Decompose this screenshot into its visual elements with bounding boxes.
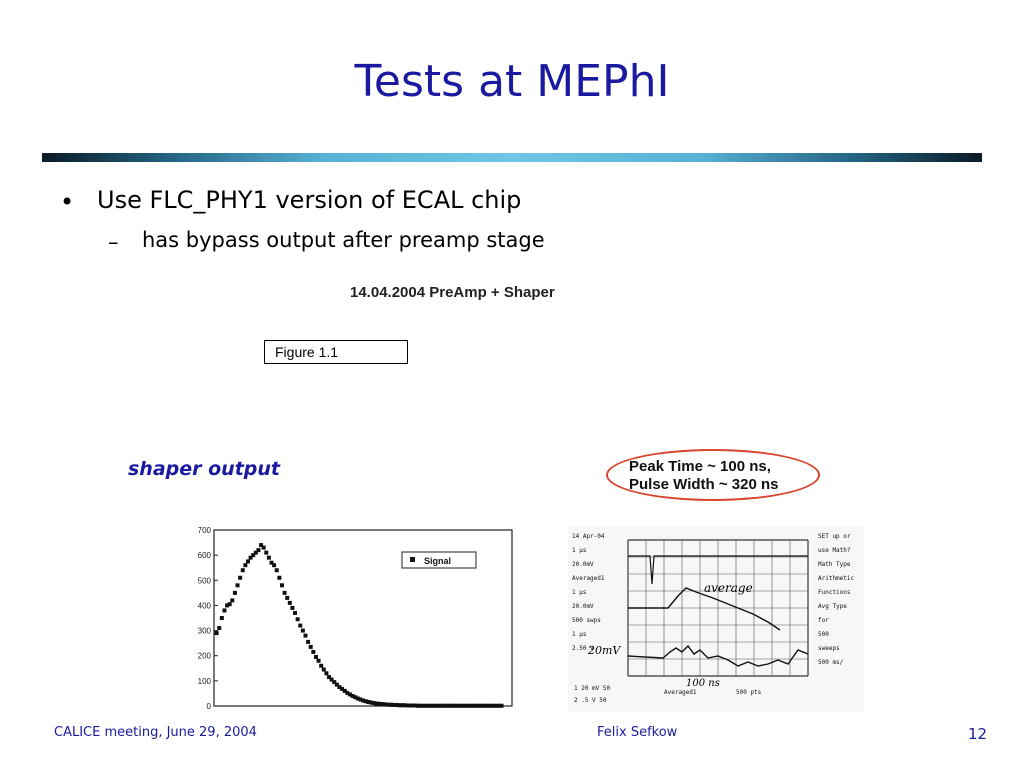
- data-point: [241, 568, 245, 572]
- data-point: [262, 546, 266, 550]
- data-point: [243, 563, 247, 567]
- scope-right-label: SET up or: [818, 533, 851, 540]
- timing-annotation: [629, 458, 779, 494]
- page-number: 12: [968, 725, 988, 743]
- data-point: [267, 556, 271, 560]
- scope-left-label: 20.0mV: [572, 561, 594, 568]
- pulse-width-text: Pulse Width ~ 320 ns: [629, 476, 779, 493]
- slide-title: Tests at MEPhI: [354, 56, 670, 107]
- legend-label: Signal: [424, 556, 452, 566]
- scope-left-label: 1 µs: [572, 589, 587, 596]
- data-point: [324, 671, 328, 675]
- sub-bullet-text: has bypass output after preamp stage: [142, 228, 545, 252]
- data-point: [298, 624, 302, 628]
- bullet-marker: •: [60, 188, 75, 216]
- scope-left-label: 500 swps: [572, 617, 601, 624]
- data-point: [309, 645, 313, 649]
- data-point: [319, 664, 323, 668]
- scope-left-label: 20.0mV: [572, 603, 594, 610]
- legend-marker: [410, 557, 415, 562]
- scope-bottom-label: 500 pts: [736, 689, 762, 696]
- data-point: [230, 598, 234, 602]
- scope-right-label: Avg Type: [818, 603, 847, 610]
- scope-right-label: 500: [818, 631, 829, 638]
- data-point: [215, 631, 219, 635]
- data-point: [306, 640, 310, 644]
- scope-right-label: use Math?: [818, 547, 851, 554]
- data-point: [301, 629, 305, 633]
- bullet-text: Use FLC_PHY1 version of ECAL chip: [97, 186, 522, 214]
- scope-bottom-label: 2 .5 V 50: [574, 697, 607, 704]
- footer-meeting: CALICE meeting, June 29, 2004: [54, 725, 257, 740]
- scope-bottom-label: Averaged1: [664, 689, 697, 696]
- scope-average-label: average: [704, 581, 753, 595]
- data-point: [256, 548, 260, 552]
- data-point: [217, 626, 221, 630]
- shaper-output-label: shaper output: [128, 458, 280, 480]
- scope-left-label: 1 µs: [572, 631, 587, 638]
- data-point: [246, 559, 250, 563]
- peak-time-text: Peak Time ~ 100 ns,: [629, 458, 771, 475]
- data-point: [500, 704, 504, 708]
- y-tick-label: 400: [197, 601, 211, 611]
- data-point: [280, 583, 284, 587]
- figure-title: 14.04.2004 PreAmp + Shaper: [350, 284, 555, 301]
- oscilloscope-capture: [568, 526, 864, 712]
- data-point: [293, 611, 297, 615]
- footer-author: Felix Sefkow: [597, 725, 678, 740]
- data-point: [303, 634, 307, 638]
- signal-scatter-chart: [188, 520, 518, 712]
- y-tick-label: 0: [206, 702, 211, 711]
- y-tick-label: 100: [197, 676, 211, 686]
- data-point: [288, 601, 292, 605]
- data-point: [285, 596, 289, 600]
- scope-hscale-label: 100 ns: [686, 678, 720, 689]
- y-tick-label: 300: [197, 626, 211, 636]
- data-point: [277, 576, 281, 580]
- y-tick-label: 700: [197, 526, 211, 535]
- scope-bottom-label: 1 20 mV 50: [574, 685, 611, 692]
- data-point: [238, 576, 242, 580]
- title-divider: [42, 153, 982, 162]
- y-tick-label: 600: [197, 551, 211, 561]
- sub-bullet-marker: –: [108, 230, 119, 254]
- data-point: [311, 650, 315, 654]
- data-point: [220, 616, 224, 620]
- scope-left-label: 2.50 V: [572, 645, 594, 652]
- scope-left-label: 1 µs: [572, 547, 587, 554]
- figure-label: Figure 1.1: [275, 344, 339, 360]
- data-point: [233, 591, 237, 595]
- scope-right-label: sweeps: [818, 645, 840, 652]
- chart-legend: [402, 552, 476, 568]
- data-point: [314, 655, 318, 659]
- scope-right-label: for: [818, 617, 829, 624]
- data-point: [236, 583, 240, 587]
- scope-right-label: 500 ms/: [818, 659, 844, 666]
- data-point: [222, 608, 226, 612]
- scope-right-label: Math Type: [818, 561, 851, 568]
- data-point: [283, 591, 287, 595]
- scope-right-label: Functions: [818, 589, 851, 596]
- data-point: [296, 617, 300, 621]
- data-point: [264, 551, 268, 555]
- data-point: [290, 606, 294, 610]
- data-point: [228, 602, 232, 606]
- scope-right-label: Arithmetic: [818, 575, 855, 582]
- data-point: [322, 668, 326, 672]
- scope-left-label: Averaged1: [572, 575, 605, 582]
- data-point: [317, 659, 321, 663]
- data-point: [275, 568, 279, 572]
- data-point: [272, 563, 276, 567]
- scope-vscale-label: 20mV: [588, 644, 621, 657]
- y-tick-label: 200: [197, 651, 211, 661]
- scope-left-label: 14 Apr-04: [572, 533, 605, 540]
- y-tick-label: 500: [197, 576, 211, 586]
